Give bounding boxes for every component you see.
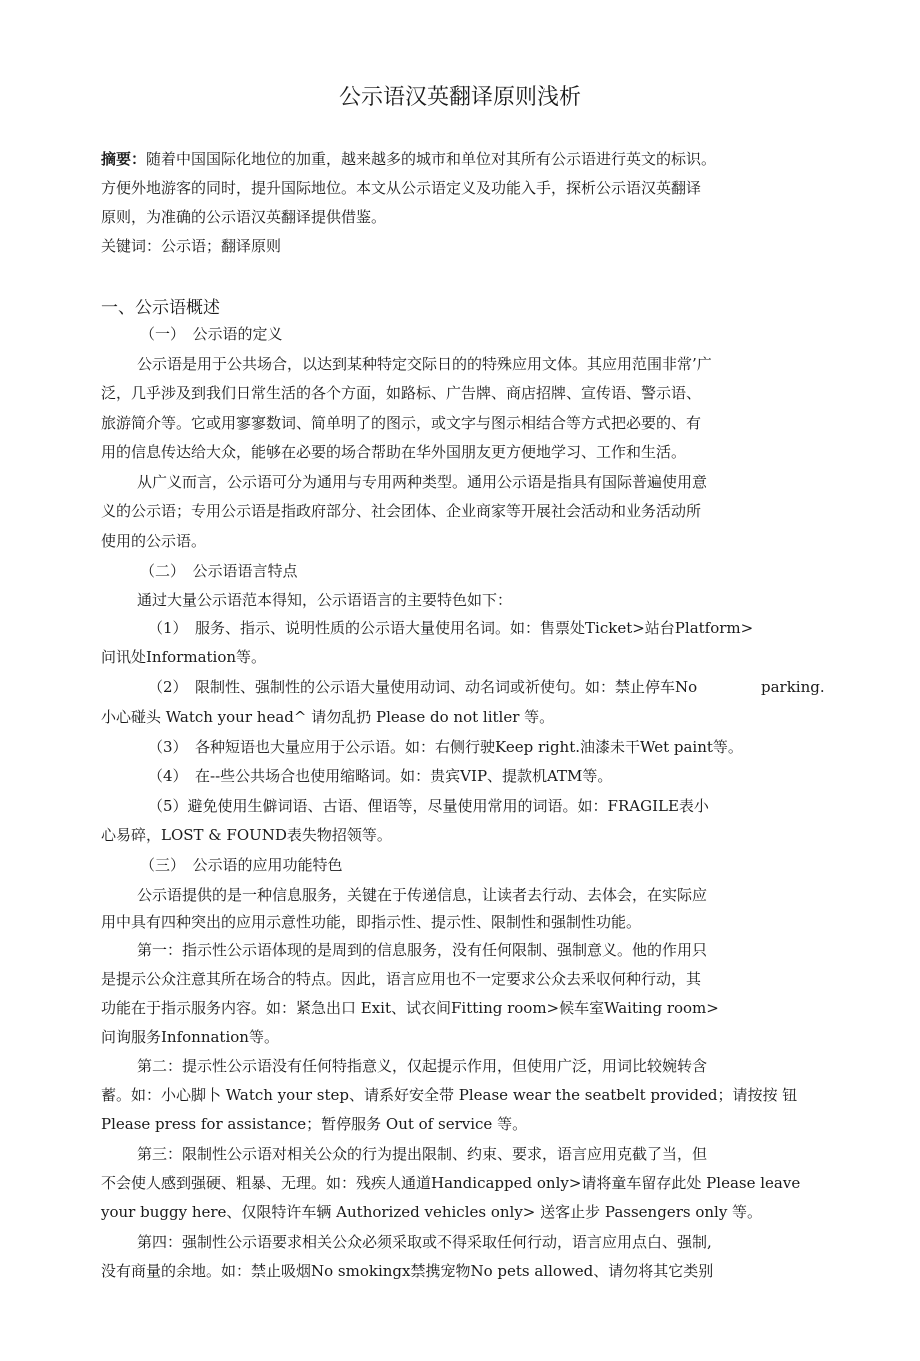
- paragraph-line: 旅游简介等。它或用寥寥数词、简单明了的图示，或文字与图示相结合等方式把必要的、有: [101, 414, 702, 432]
- paragraph-line: 不会使人感到强硬、粗暴、无理。如：残疾人通道Handicapped only>请将童车留存此处 Please leave: [101, 1174, 801, 1192]
- paragraph-line: 是提示公众注意其所在场合的特点。因此，语言应用也不一定要求公众去釆収何种行动，其: [101, 970, 702, 988]
- paragraph-line: your buggy here、仅限特许车辆 Authorized vehicles only> 送客止步 Passengers only 等。: [101, 1203, 763, 1221]
- paragraph-line: 义的公示语；专用公示语是指政府部分、社会团体、企业商家等开展社会活动和业务活动所: [101, 502, 702, 520]
- paragraph-line: 蓄。如：小心脚卜 Watch your step、请系好安全带 Please wear the seatbelt provided；请按按 钮: [101, 1086, 798, 1104]
- paragraph-line: 用的信息传达给大众，能够在必要的场合帮助在华外国朋友更方便地学习、工作和生活。: [101, 443, 687, 461]
- abstract-line-1: [101, 149, 716, 169]
- abstract-line-3: 原则，为准确的公示语汉英翻译提供借鉴。: [101, 208, 387, 226]
- paragraph-line: Please press for assistance；暂停服务 Out of service 等。: [101, 1115, 528, 1133]
- paragraph-line: 第四：强制性公示语要求相关公众必须采取或不得采取任何行动，语言应用点白、强制,: [137, 1233, 712, 1251]
- section-heading: 一、公示语概述: [101, 298, 220, 318]
- abstract-line-2: 方便外地游客的同时，提升国际地位。本文从公示语定义及功能入手，探析公示语汉英翻译: [101, 179, 702, 197]
- list-item: （5）避免使用生僻词语、古语、俚语等，尽量使用常用的词语。如：FRAGILE表小: [148, 797, 709, 815]
- abstract-text: 随着中国国际化地位的加重，越来越多的城市和单位对其所有公示语进行英文的标识。: [146, 150, 717, 168]
- list-item: （3） 各种短语也大量应用于公示语。如：右侧行驶Keep right.油漆未干Wet paint等。: [148, 738, 743, 756]
- list-item: （2） 限制性、强制性的公示语大量使用动词、动名词或祈使句。如：禁止停车No: [148, 678, 698, 696]
- keywords: 关键词：公示语；翻译原则: [101, 237, 282, 255]
- abstract-label: 摘要：: [101, 150, 147, 168]
- page-title: 公示语汉英翻译原则浅析: [338, 85, 581, 110]
- paragraph-line: 功能在于指示服务内容。如：紧急出口 Exit、试衣间Fitting room>候车室Waiting room>: [101, 999, 719, 1017]
- paragraph-line: 公示语是用于公共场合，以达到某种特定交际日的的特殊应用文体。其应用范围非常’广: [137, 355, 712, 373]
- paragraph-line: 问询服务Infonnation等。: [101, 1028, 279, 1046]
- list-item: 心易碎，LOST & FOUND表失物招领等。: [101, 826, 392, 844]
- paragraph-line: 第二：提示性公示语没有任何特指意义，仅起提示作用，但使用广泛，用词比较婉转含: [137, 1057, 708, 1075]
- paragraph-line: 用中具有四种突出的应用示意性功能，即指示性、提示性、限制性和强制性功能。: [101, 913, 642, 931]
- paragraph-line: 公示语提供的是一种信息服务，关键在于传递信息，让读者去行动、去体会，在实际应: [137, 886, 708, 904]
- paragraph-line: 从广义而言，公示语可分为通用与专用两种类型。通用公示语是指具有国际普遍使用意: [137, 473, 708, 491]
- subsection-heading: （二） 公示语语言特点: [140, 562, 298, 580]
- subsection-heading: （三） 公示语的应用功能特色: [140, 856, 343, 874]
- paragraph-line: 第三：限制性公示语对相关公众的行为提出限制、约束、要求，语言应用克截了当，但: [137, 1145, 708, 1163]
- list-item: 小心碰头 Watch your head^ 请勿乱扔 Please do not litler 等。: [101, 708, 555, 726]
- paragraph-line: 通过大量公示语范本得知，公示语语言的主要特色如下：: [137, 591, 513, 609]
- paragraph-line: 没有商量的余地。如：禁止吸烟No smokingx禁携宠物No pets allowed、请勿将其它类别: [101, 1262, 714, 1280]
- subsection-heading: （一） 公示语的定义: [140, 325, 283, 343]
- list-item: （4） 在--些公共场合也使用缩略词。如：贵宾VIP、提款机ATM等。: [148, 767, 613, 785]
- list-item: parking.: [761, 678, 825, 696]
- paragraph-line: 第一：指示性公示语体现的是周到的信息服务，没有任何限制、强制意义。他的作用只: [137, 941, 708, 959]
- paragraph-line: 泛，几乎涉及到我们日常生活的各个方面，如路标、广告牌、商店招牌、宣传语、警示语、: [101, 384, 702, 402]
- list-item: 问讯处Information等。: [101, 648, 267, 666]
- list-item: （1） 服务、指示、说明性质的公示语大量使用名词。如：售票处Ticket>站台Platform>: [148, 619, 754, 637]
- paragraph-line: 使用的公示语。: [101, 532, 207, 550]
